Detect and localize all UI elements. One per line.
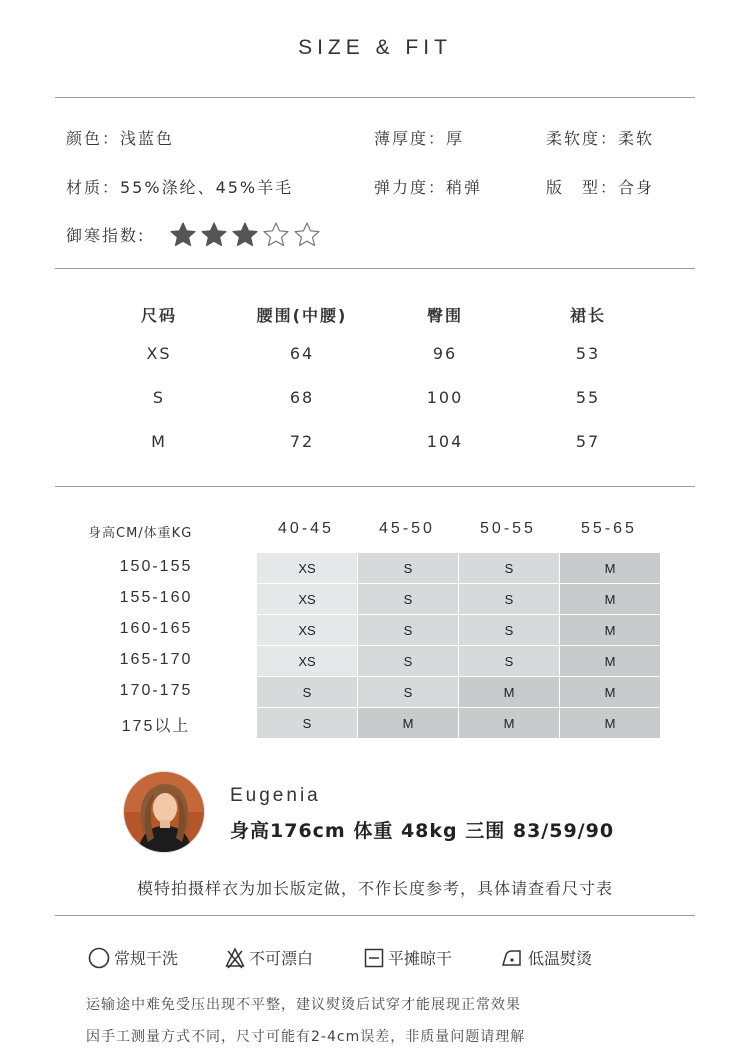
model-name: Eugenia — [230, 785, 321, 806]
fit-chart-cell: S — [358, 677, 458, 707]
size-table-header: 腰围(中腰) — [256, 306, 348, 325]
fit-chart-cell: S — [459, 646, 559, 676]
size-table-cell: 96 — [432, 344, 458, 363]
attr-color: 颜色：浅蓝色 — [66, 129, 175, 148]
fit-chart-height-label: 175以上 — [121, 718, 191, 735]
divider — [55, 97, 695, 98]
fit-chart-cell: S — [358, 584, 458, 614]
divider — [55, 915, 695, 916]
fit-chart-height-label: 165-170 — [119, 651, 193, 668]
fit-chart-weight-header: 50-55 — [480, 520, 536, 537]
fit-chart-cell: XS — [257, 584, 357, 614]
fit-chart-height-label: 160-165 — [119, 620, 193, 637]
model-note: 模特拍摄样衣为加长版定做，不作长度参考，具体请查看尺寸表 — [136, 879, 613, 898]
fit-chart-cell: M — [459, 677, 559, 707]
attr-softness: 柔软度：柔软 — [546, 129, 655, 148]
fit-chart-cell: S — [358, 553, 458, 583]
size-table-cell: 55 — [575, 388, 601, 407]
circle-wash-icon — [88, 947, 110, 969]
fit-chart-cell: M — [560, 708, 660, 738]
fit-chart-cell: M — [560, 646, 660, 676]
care-item-flat-dry — [364, 946, 452, 969]
care-item-dry-clean — [88, 946, 178, 969]
size-table-header: 臀围 — [426, 306, 463, 325]
fit-chart-cell: S — [257, 708, 357, 738]
star-filled-icon — [168, 221, 198, 247]
model-portrait-icon — [124, 772, 205, 853]
page-title: SIZE & FIT — [298, 36, 452, 59]
divider — [55, 486, 695, 487]
fit-chart-cell: S — [358, 615, 458, 645]
size-table-cell: 64 — [289, 344, 315, 363]
fit-chart-row — [257, 553, 660, 584]
footer-note-shipping: 运输途中难免受压出现不平整，建议熨烫后试穿才能展现正常效果 — [86, 997, 521, 1013]
care-label: 常规干洗 — [114, 949, 179, 968]
star-filled-icon — [199, 221, 229, 247]
model-avatar — [123, 771, 205, 853]
size-table-cell: 72 — [289, 432, 315, 451]
size-table-cell: M — [151, 432, 167, 451]
fit-chart-cell: S — [459, 584, 559, 614]
fit-chart-weight-header: 45-50 — [379, 520, 435, 537]
fit-chart-cell: XS — [257, 553, 357, 583]
care-label: 低温熨烫 — [528, 949, 593, 968]
fit-chart-cell: S — [257, 677, 357, 707]
fit-chart-corner-label: 身高CM/体重KG — [88, 526, 193, 541]
fit-chart-cell: M — [459, 708, 559, 738]
size-table-cell: 104 — [426, 432, 464, 451]
attr-warmth-label: 御寒指数: — [66, 226, 146, 245]
fit-chart-weight-header: 40-45 — [278, 520, 334, 537]
flat-dry-icon — [364, 948, 384, 968]
fit-chart-row — [257, 615, 660, 646]
fit-chart-cell: M — [560, 677, 660, 707]
warmth-rating — [168, 221, 322, 247]
fit-chart-row — [257, 584, 660, 615]
low-iron-icon — [500, 948, 524, 968]
fit-chart-row — [257, 708, 660, 739]
care-item-low-iron — [500, 946, 592, 969]
fit-chart-grid — [257, 553, 660, 739]
fit-chart-weight-header: 55-65 — [581, 520, 637, 537]
size-table-header: 尺码 — [140, 306, 177, 325]
size-table-cell: S — [152, 388, 166, 407]
star-empty-icon — [292, 221, 322, 247]
care-item-no-bleach — [225, 946, 313, 969]
fit-chart-cell: S — [459, 615, 559, 645]
size-table-cell: 68 — [289, 388, 315, 407]
fit-chart-cell: M — [560, 553, 660, 583]
fit-chart-cell: S — [358, 646, 458, 676]
star-empty-icon — [261, 221, 291, 247]
attr-fit: 版 型：合身 — [546, 178, 655, 197]
fit-chart-row — [257, 646, 660, 677]
fit-chart-height-label: 155-160 — [119, 589, 193, 606]
model-stats: 身高176cm 体重 48kg 三围 83/59/90 — [230, 820, 615, 842]
size-table-cell: XS — [146, 344, 172, 363]
fit-chart-row — [257, 677, 660, 708]
fit-chart-cell: XS — [257, 615, 357, 645]
fit-chart-cell: M — [560, 615, 660, 645]
size-table-cell: 53 — [575, 344, 601, 363]
size-table-cell: 100 — [426, 388, 464, 407]
fit-chart-cell: S — [459, 553, 559, 583]
footer-note-measurement: 因手工测量方式不同，尺寸可能有2-4cm误差，非质量问题请理解 — [86, 1029, 526, 1045]
divider — [55, 268, 695, 269]
fit-chart-height-label: 170-175 — [119, 682, 193, 699]
fit-chart-cell: M — [358, 708, 458, 738]
attr-material: 材质：55%涤纶、45%羊毛 — [66, 178, 294, 197]
no-bleach-icon — [225, 947, 245, 969]
attr-thickness: 薄厚度：厚 — [374, 129, 465, 148]
fit-chart-cell: XS — [257, 646, 357, 676]
fit-chart-cell: M — [560, 584, 660, 614]
fit-chart-height-label: 150-155 — [119, 558, 193, 575]
star-filled-icon — [230, 221, 260, 247]
care-label: 平摊晾干 — [388, 949, 453, 968]
size-table-header: 裙长 — [569, 306, 606, 325]
attr-elasticity: 弹力度：稍弹 — [374, 178, 483, 197]
size-table-cell: 57 — [575, 432, 601, 451]
care-label: 不可漂白 — [249, 949, 314, 968]
